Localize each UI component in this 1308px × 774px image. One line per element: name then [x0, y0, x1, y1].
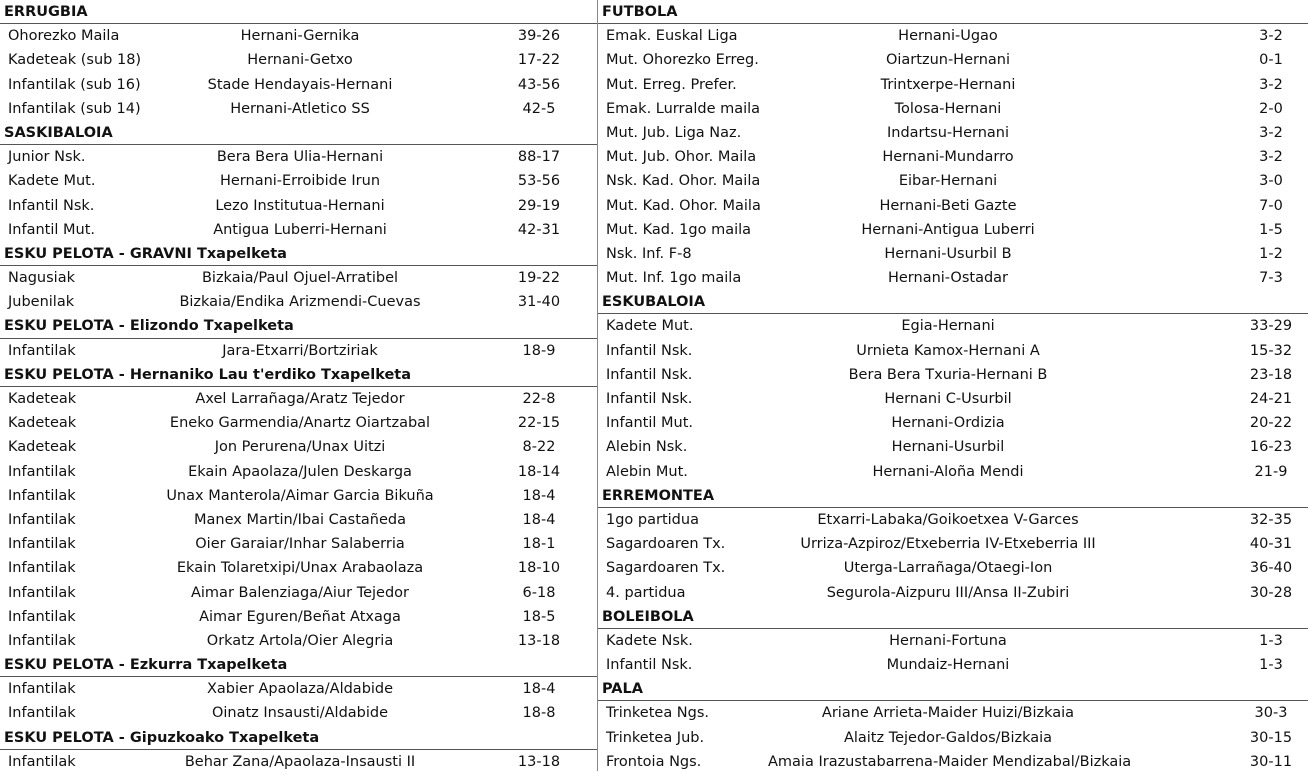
score-cell: 24-21 — [1249, 391, 1293, 407]
section-header-errugbia: ERRUGBIA — [0, 0, 597, 24]
category-cell: Kadeteak — [8, 391, 77, 407]
category-cell: Infantilak (sub 16) — [8, 76, 141, 93]
category-cell: Ohorezko Maila — [8, 28, 120, 45]
result-row — [598, 387, 1308, 411]
result-row — [598, 508, 1308, 532]
score-cell: 18-8 — [522, 705, 556, 722]
category-cell: Infantilak — [8, 511, 76, 528]
result-row — [598, 701, 1308, 725]
category-cell: Nsk. Kad. Ohor. Maila — [606, 173, 761, 190]
score-cell: 30-11 — [1249, 753, 1293, 770]
score-cell: 6-18 — [522, 584, 556, 601]
match-cell: Egia-Hernani — [901, 318, 995, 335]
match-cell: Hernani-Ugao — [898, 28, 998, 45]
score-cell: 1-3 — [1259, 657, 1283, 674]
match-cell: Etxarri-Labaka/Goikoetxea V-Garces — [817, 511, 1079, 528]
result-row — [0, 48, 597, 72]
score-cell: 19-22 — [517, 270, 561, 287]
result-row — [598, 121, 1308, 145]
match-cell: Behar Zana/Apaolaza-Insausti II — [184, 753, 416, 770]
section-header-esku-pelota-gipuzkoako-txapelketa: ESKU PELOTA - Gipuzkoako Txapelketa — [0, 726, 597, 750]
score-cell: 15-32 — [1249, 342, 1293, 359]
match-cell: Ariane Arrieta-Maider Huizi/Bizkaia — [821, 705, 1075, 722]
score-cell: 39-26 — [517, 28, 561, 45]
result-row — [0, 218, 597, 242]
score-cell: 20-22 — [1249, 415, 1293, 432]
score-cell: 53-56 — [517, 173, 561, 190]
result-row — [598, 194, 1308, 218]
score-cell: 7-3 — [1259, 270, 1283, 287]
result-row — [598, 218, 1308, 242]
category-cell: Kadeteak (sub 18) — [8, 52, 142, 69]
result-row — [0, 266, 597, 290]
category-cell: Kadete Nsk. — [606, 632, 693, 649]
score-cell: 8-22 — [522, 439, 556, 456]
category-cell: Infantilak — [8, 584, 76, 601]
match-cell: Hernani-Gernika — [240, 28, 360, 45]
category-cell: Infantil Nsk. — [606, 391, 693, 407]
match-cell: Lezo Institutua-Hernani — [215, 197, 385, 214]
match-cell: Hernani-Ordizia — [891, 415, 1005, 432]
match-cell: Oier Garaiar/Inhar Salaberria — [195, 536, 405, 553]
result-row — [598, 435, 1308, 459]
result-row — [0, 387, 597, 411]
match-cell: Hernani-Atletico SS — [230, 100, 370, 117]
result-row — [598, 653, 1308, 677]
category-cell: Infantilak — [8, 487, 76, 504]
result-row — [598, 629, 1308, 653]
category-cell: Infantilak — [8, 342, 76, 359]
result-row — [598, 750, 1308, 774]
score-cell: 18-9 — [522, 342, 556, 359]
category-cell: Infantil Nsk. — [8, 197, 95, 214]
result-row — [598, 48, 1308, 72]
score-cell: 1-5 — [1259, 221, 1283, 238]
category-cell: Kadeteak — [8, 439, 77, 456]
match-cell: Aimar Eguren/Beñat Atxaga — [199, 608, 401, 625]
result-row — [0, 508, 597, 532]
category-cell: Alebin Mut. — [606, 463, 688, 480]
category-cell: Mut. Jub. Liga Naz. — [606, 124, 742, 141]
score-cell: 18-4 — [522, 681, 556, 698]
result-row — [0, 701, 597, 725]
score-cell: 1-2 — [1259, 245, 1283, 262]
category-cell: Sagardoaren Tx. — [606, 536, 726, 553]
score-cell: 30-3 — [1254, 705, 1288, 722]
match-cell: Tolosa-Hernani — [894, 100, 1002, 117]
category-cell: Jubenilak — [8, 294, 75, 311]
match-cell: Eneko Garmendia/Anartz Oiartzabal — [169, 415, 431, 432]
score-cell: 3-2 — [1259, 76, 1283, 93]
result-row — [598, 460, 1308, 484]
result-row — [598, 24, 1308, 48]
result-row — [0, 605, 597, 629]
match-cell: Bera Bera Ulia-Hernani — [216, 149, 384, 166]
score-cell: 40-31 — [1249, 536, 1293, 553]
section-header-esku-pelota-ezkurra-txapelketa: ESKU PELOTA - Ezkurra Txapelketa — [0, 653, 597, 677]
result-row — [0, 97, 597, 121]
category-cell: Kadeteak — [8, 415, 77, 432]
score-cell: 42-5 — [522, 100, 556, 117]
result-row — [0, 194, 597, 218]
match-cell: Ekain Apaolaza/Julen Deskarga — [188, 463, 412, 480]
score-cell: 18-4 — [522, 487, 556, 504]
result-row — [0, 339, 597, 363]
match-cell: Hernani-Fortuna — [889, 632, 1007, 649]
result-row — [0, 532, 597, 556]
category-cell: Infantilak — [8, 560, 76, 577]
result-row — [0, 750, 597, 774]
score-cell: 33-29 — [1249, 318, 1293, 335]
score-cell: 18-14 — [517, 463, 561, 480]
category-cell: Infantil Nsk. — [606, 366, 693, 383]
match-cell: Trintxerpe-Hernani — [880, 76, 1016, 93]
result-row — [598, 581, 1308, 605]
match-cell: Bera Bera Txuria-Hernani B — [848, 366, 1048, 383]
match-cell: Urnieta Kamox-Hernani A — [856, 342, 1040, 359]
category-cell: Infantilak — [8, 705, 76, 722]
match-cell: Axel Larrañaga/Aratz Tejedor — [195, 391, 405, 407]
match-cell: Hernani-Erroibide Irun — [219, 173, 381, 190]
category-cell: Mut. Inf. 1go maila — [606, 270, 742, 287]
score-cell: 16-23 — [1249, 439, 1293, 456]
score-cell: 7-0 — [1259, 197, 1283, 214]
category-cell: Nsk. Inf. F-8 — [606, 245, 692, 262]
match-cell: Aimar Balenziaga/Aiur Tejedor — [190, 584, 409, 601]
category-cell: Mut. Kad. 1go maila — [606, 221, 752, 238]
left-column — [0, 0, 597, 774]
result-row — [0, 169, 597, 193]
category-cell: Infantilak (sub 14) — [8, 100, 141, 117]
category-cell: Mut. Kad. Ohor. Maila — [606, 197, 761, 214]
category-cell: Mut. Jub. Ohor. Maila — [606, 149, 757, 166]
match-cell: Oinatz Insausti/Aldabide — [211, 705, 389, 722]
match-cell: Bizkaia/Endika Arizmendi-Cuevas — [179, 294, 421, 311]
score-cell: 1-3 — [1259, 632, 1283, 649]
match-cell: Orkatz Artola/Oier Alegria — [206, 632, 394, 649]
score-cell: 43-56 — [517, 76, 561, 93]
category-cell: Infantil Nsk. — [606, 342, 693, 359]
category-cell: Emak. Lurralde maila — [606, 100, 761, 117]
right-column — [598, 0, 1308, 774]
score-cell: 36-40 — [1249, 560, 1293, 577]
category-cell: Kadete Mut. — [606, 318, 694, 335]
match-cell: Hernani-Usurbil — [891, 439, 1005, 456]
match-cell: Hernani-Antigua Luberri — [861, 221, 1035, 238]
match-cell: Hernani-Usurbil B — [884, 245, 1012, 262]
score-cell: 17-22 — [517, 52, 561, 69]
category-cell: Infantilak — [8, 536, 76, 553]
match-cell: Amaia Irazustabarrena-Maider Mendizabal/Bizkaia — [768, 753, 1132, 770]
match-cell: Urriza-Azpiroz/Etxeberria IV-Etxeberria III — [800, 536, 1096, 553]
score-cell: 0-1 — [1259, 52, 1283, 69]
result-row — [0, 629, 597, 653]
score-cell: 2-0 — [1259, 100, 1283, 117]
match-cell: Manex Martin/Ibai Castañeda — [194, 511, 406, 528]
category-cell: Infantil Mut. — [606, 415, 693, 432]
match-cell: Hernani-Aloña Mendi — [872, 463, 1024, 480]
result-row — [598, 97, 1308, 121]
section-header-pala: PALA — [598, 677, 1308, 701]
score-cell: 13-18 — [517, 632, 561, 649]
result-row — [0, 460, 597, 484]
match-cell: Ekain Tolaretxipi/Unax Arabaolaza — [176, 560, 424, 577]
category-cell: Mut. Erreg. Prefer. — [606, 76, 737, 93]
result-row — [598, 145, 1308, 169]
score-cell: 30-28 — [1249, 584, 1293, 601]
category-cell: Nagusiak — [8, 270, 75, 287]
result-row — [0, 24, 597, 48]
section-header-esku-pelota-elizondo-txapelketa: ESKU PELOTA - Elizondo Txapelketa — [0, 314, 597, 338]
match-cell: Uterga-Larrañaga/Otaegi-Ion — [843, 560, 1053, 577]
result-row — [598, 363, 1308, 387]
category-cell: 1go partidua — [606, 511, 699, 528]
score-cell: 3-2 — [1259, 28, 1283, 45]
category-cell: Kadete Mut. — [8, 173, 96, 190]
match-cell: Hernani-Beti Gazte — [879, 197, 1017, 214]
result-row — [598, 411, 1308, 435]
result-row — [598, 532, 1308, 556]
score-cell: 3-0 — [1259, 173, 1283, 190]
score-cell: 13-18 — [517, 753, 561, 770]
result-row — [0, 677, 597, 701]
result-row — [598, 314, 1308, 338]
match-cell: Mundaiz-Hernani — [886, 657, 1010, 674]
match-cell: Unax Manterola/Aimar Garcia Bikuña — [166, 487, 434, 504]
match-cell: Indartsu-Hernani — [886, 124, 1009, 141]
category-cell: Infantil Mut. — [8, 221, 95, 238]
result-row — [0, 435, 597, 459]
match-cell: Alaitz Tejedor-Galdos/Bizkaia — [843, 729, 1053, 746]
score-cell: 22-8 — [522, 391, 556, 407]
category-cell: Trinketea Jub. — [606, 729, 705, 746]
match-cell: Segurola-Aizpuru III/Ansa II-Zubiri — [826, 584, 1070, 601]
result-row — [0, 411, 597, 435]
score-cell: 29-19 — [517, 197, 561, 214]
section-header-esku-pelota-hernaniko-lau-t-erdiko-txapelketa: ESKU PELOTA - Hernaniko Lau t'erdiko Txapelketa — [0, 363, 597, 387]
score-cell: 18-1 — [522, 536, 556, 553]
score-cell: 23-18 — [1249, 366, 1293, 383]
category-cell: Emak. Euskal Liga — [606, 28, 738, 45]
category-cell: Junior Nsk. — [8, 149, 86, 166]
match-cell: Jon Perurena/Unax Uitzi — [214, 439, 386, 456]
result-row — [0, 145, 597, 169]
match-cell: Hernani C-Usurbil — [884, 391, 1012, 407]
result-row — [0, 581, 597, 605]
category-cell: Alebin Nsk. — [606, 439, 688, 456]
category-cell: Mut. Ohorezko Erreg. — [606, 52, 759, 69]
category-cell: Infantilak — [8, 632, 76, 649]
match-cell: Stade Hendayais-Hernani — [207, 76, 393, 93]
match-cell: Hernani-Mundarro — [882, 149, 1014, 166]
score-cell: 31-40 — [517, 294, 561, 311]
category-cell: Infantilak — [8, 608, 76, 625]
result-row — [598, 242, 1308, 266]
match-cell: Antigua Luberri-Hernani — [213, 221, 387, 238]
match-cell: Eibar-Hernani — [898, 173, 998, 190]
section-header-futbola: FUTBOLA — [598, 0, 1308, 24]
match-cell: Xabier Apaolaza/Aldabide — [206, 681, 394, 698]
result-row — [0, 556, 597, 580]
score-cell: 42-31 — [517, 221, 561, 238]
result-row — [598, 169, 1308, 193]
match-cell: Jara-Etxarri/Bortziriak — [222, 342, 378, 359]
result-row — [0, 484, 597, 508]
category-cell: 4. partidua — [606, 584, 686, 601]
result-row — [0, 290, 597, 314]
result-row — [0, 73, 597, 97]
category-cell: Infantilak — [8, 753, 76, 770]
score-cell: 21-9 — [1254, 463, 1288, 480]
section-header-saskibaloia: SASKIBALOIA — [0, 121, 597, 145]
category-cell: Trinketea Ngs. — [606, 705, 710, 722]
result-row — [598, 73, 1308, 97]
section-header-boleibola: BOLEIBOLA — [598, 605, 1308, 629]
score-cell: 88-17 — [517, 149, 561, 166]
category-cell: Infantil Nsk. — [606, 657, 693, 674]
result-row — [598, 556, 1308, 580]
score-cell: 18-10 — [517, 560, 561, 577]
result-row — [598, 339, 1308, 363]
score-cell: 18-4 — [522, 511, 556, 528]
section-header-esku-pelota-gravni-txapelketa: ESKU PELOTA - GRAVNI Txapelketa — [0, 242, 597, 266]
match-cell: Bizkaia/Paul Ojuel-Arratibel — [201, 270, 399, 287]
score-cell: 18-5 — [522, 608, 556, 625]
category-cell: Infantilak — [8, 463, 76, 480]
section-header-eskubaloia: ESKUBALOIA — [598, 290, 1308, 314]
score-cell: 30-15 — [1249, 729, 1293, 746]
score-cell: 3-2 — [1259, 149, 1283, 166]
result-row — [598, 266, 1308, 290]
match-cell: Oiartzun-Hernani — [885, 52, 1011, 69]
category-cell: Infantilak — [8, 681, 76, 698]
section-header-erremontea: ERREMONTEA — [598, 484, 1308, 508]
category-cell: Sagardoaren Tx. — [606, 560, 726, 577]
result-row — [598, 726, 1308, 750]
category-cell: Frontoia Ngs. — [606, 753, 702, 770]
match-cell: Hernani-Ostadar — [887, 270, 1009, 287]
score-cell: 3-2 — [1259, 124, 1283, 141]
score-cell: 22-15 — [517, 415, 561, 432]
score-cell: 32-35 — [1249, 511, 1293, 528]
match-cell: Hernani-Getxo — [247, 52, 353, 69]
